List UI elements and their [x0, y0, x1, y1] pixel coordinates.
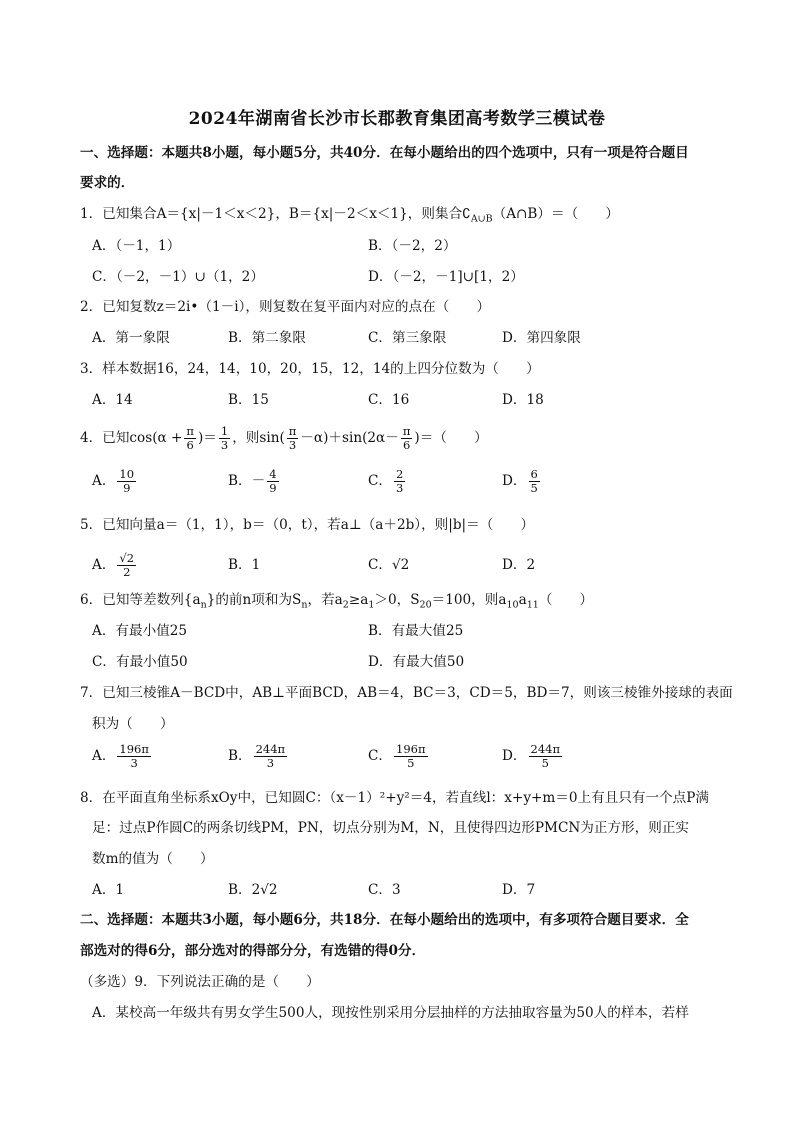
q1-option-c: C．（－2，－1）∪（1，2）: [92, 269, 264, 285]
q3-option-c: C．16: [368, 392, 410, 408]
q4-frac-1: $\frac{\pi}{6}$: [186, 424, 194, 452]
q6-option-c: C．有最小值50: [92, 654, 188, 670]
q4-option-c: C． $\frac{2}{3}$: [368, 467, 404, 495]
q2-option-a: A．第一象限: [92, 330, 170, 346]
q2-option-d: D．第四象限: [502, 330, 581, 346]
q7-option-c: C． $\frac{196\pi}{5}$: [368, 742, 426, 770]
q2-option-c: C．第三象限: [368, 330, 447, 346]
q8-option-c: C．3: [368, 882, 401, 898]
q8-stem-line3: 数m的值为（ ）: [92, 851, 214, 867]
q5-option-d: D．2: [502, 557, 536, 573]
q1-option-d: D．（－2，－1]∪[1，2）: [368, 269, 524, 285]
q1-option-b: B．（－2，2）: [368, 238, 457, 254]
q7-stem-line1: 7．已知三棱锥A－BCD中，AB⊥平面BCD，AB＝4，BC＝3，CD＝5，BD＝7，则该三棱锥外接球的表面: [80, 685, 733, 701]
q5-option-c: C．√2: [368, 557, 410, 573]
q6-stem: 6．已知等差数列$\{a_n\}$的前n项和为$S_n$，若$a_2\ge a_1>0$，$S_{20}=100$，则$a_{10}a_{11}$（ ）: [80, 592, 594, 611]
q4-stem: 4．已知cos(α + $\frac{\pi}{6}$ )＝ $\frac{1}{3}$ ，则sin( $\frac{\pi}{3}$ －α)＋sin(2α－ $\frac{\pi}{6}$ )＝（ ）: [80, 424, 488, 452]
exam-title: 2024年湖南省长沙市长郡教育集团高考数学三模试卷: [188, 109, 606, 129]
q8-option-a: A．1: [92, 882, 125, 898]
q5-stem: 5．已知向量a＝（1，1），b＝（0，t），若a⊥（a＋2b），则|b|＝（ ）: [80, 517, 535, 533]
q7-option-b: B． $\frac{244\pi}{3}$: [228, 742, 286, 770]
section2-heading-line2: 部选对的得6分，部分选对的得部分分，有选错的得0分．: [80, 943, 426, 959]
q4-frac-4: $\frac{\pi}{6}$: [402, 424, 411, 452]
q4-option-a: A． $\frac{10}{9}$: [92, 467, 135, 495]
q9-option-a: A．某校高一年级共有男女学生500人，现按性别采用分层抽样的方法抽取容量为50人的样本，若样: [92, 1005, 689, 1021]
q3-option-a: A．14: [92, 392, 133, 408]
q1-stem: 1．已知集合A＝{x|－1＜x＜2}，B＝{x|－2＜x＜1}，则集合$∁_{A\cup B}(A\cap B)=$（ ）: [80, 206, 619, 225]
q5-option-b: B．1: [228, 557, 261, 573]
q8-stem-line1: 8．在平面直角坐标系xOy中，已知圆C：（x－1）²+y²＝4，若直线l：x+y+m＝0上有且只有一个点P满: [80, 790, 710, 806]
q8-option-b: B．2√2: [228, 882, 278, 898]
q4-option-b: B．－ $\frac{4}{9}$: [228, 467, 277, 495]
section2-heading-line1: 二、选择题：本题共3小题，每小题6分，共18分．在每小题给出的选项中，有多项符合题目要求．全: [80, 912, 689, 928]
q9-stem: （多选）9．下列说法正确的是（ ）: [80, 974, 320, 990]
q4-option-d: D． $\frac{6}{5}$: [502, 467, 538, 495]
q6-option-d: D．有最大值50: [368, 654, 465, 670]
q8-option-d: D．7: [502, 882, 536, 898]
q2-stem: 2．已知复数z＝2i•（1－i），则复数在复平面内对应的点在（ ）: [80, 299, 491, 315]
q4-frac-2: $\frac{1}{3}$: [220, 424, 229, 452]
q1-option-a: A．（－1，1）: [92, 238, 181, 254]
q2-option-b: B．第二象限: [228, 330, 306, 346]
q7-stem-line2: 积为（ ）: [92, 716, 174, 732]
q5-option-a: A． $\frac{√2}{2}$: [92, 551, 135, 579]
section1-heading-line2: 要求的．: [80, 175, 135, 191]
q6-option-a: A．有最小值25: [92, 623, 188, 639]
q3-option-d: D．18: [502, 392, 544, 408]
q7-option-d: D． $\frac{244\pi}{5}$: [502, 742, 561, 770]
section1-heading-line1: 一、选择题：本题共8小题，每小题5分，共40分．在每小题给出的四个选项中，只有一项是符合题目: [80, 145, 689, 161]
q6-option-b: B．有最大值25: [368, 623, 464, 639]
q8-stem-line2: 足：过点P作圆C的两条切线PM，PN，切点分别为M，N，且使得四边形PMCN为正方形，则正实: [92, 820, 690, 836]
q3-option-b: B．15: [228, 392, 269, 408]
q3-stem: 3．样本数据16，24，14，10，20，15，12，14的上四分位数为（ ）: [80, 361, 540, 377]
q7-option-a: A． $\frac{196\pi}{3}$: [92, 742, 149, 770]
q4-frac-3: $\frac{\pi}{3}$: [288, 424, 297, 452]
